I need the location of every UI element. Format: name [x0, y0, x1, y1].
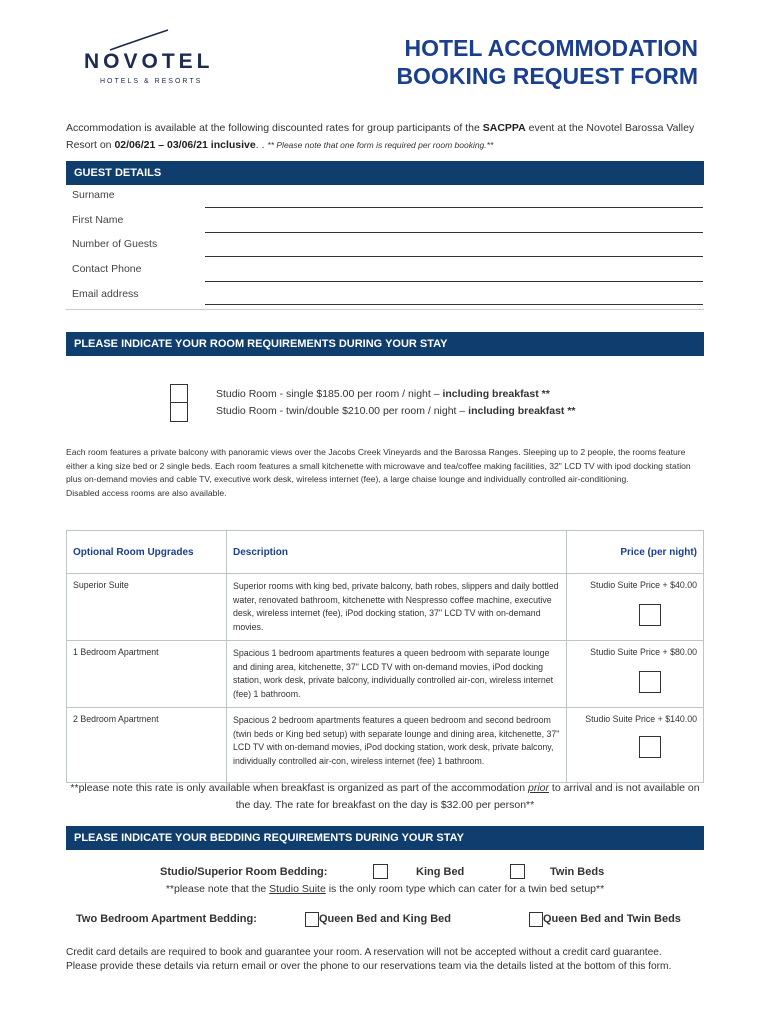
room-requirements-heading: PLEASE INDICATE YOUR ROOM REQUIREMENTS DURING YOUR STAY — [66, 332, 704, 356]
first-name-field[interactable] — [205, 232, 703, 233]
one-bedroom-apartment-checkbox[interactable] — [639, 671, 661, 693]
two-bedroom-apartment-checkbox[interactable] — [639, 736, 661, 758]
logo-brand: NOVOTEL — [84, 50, 214, 73]
guest-details-heading: GUEST DETAILS — [66, 161, 704, 185]
room-description: Each room features a private balcony with panoramic views over the Jacobs Creek Vineyards and the Barossa Ranges. Sleeping up to 2 people, the rooms feature either a king size bed or 2 single beds. Each room features a small kitchenette with microwave and tea/coffee making facilities, 32" LCD TV with ipod docking station plus on-demand movies and cable TV, executive work desk, wireless internet (fee), a large chaise lounge and individually controlled air-conditioning. Disabled access rooms are also available. — [66, 447, 691, 498]
studio-bedding-label: Studio/Superior Room Bedding: — [160, 866, 328, 878]
king-bed-checkbox[interactable] — [373, 864, 388, 879]
column-header-price: Price (per night) — [567, 531, 704, 574]
column-header-description: Description — [227, 531, 567, 574]
twin-bed-note: **please note that the Studio Suite is the only room type which can cater for a twin bed setup** — [165, 883, 605, 895]
upgrade-description: Superior rooms with king bed, private balcony, bath robes, slippers and daily bottled water, renovated bathroom, kitchenette with Nespresso coffee machine, executive desk, wireless internet (fee), iPod docking station, 37" LCD TV with on-demand movies. — [227, 574, 567, 641]
superior-suite-checkbox[interactable] — [639, 604, 661, 626]
email-address-label: Email address — [72, 288, 139, 300]
queen-king-label: Queen Bed and King Bed — [319, 913, 452, 925]
intro-note: ** Please note that one form is required per room booking.** — [267, 140, 494, 150]
twin-beds-checkbox[interactable] — [510, 864, 525, 879]
apartment-bedding-label: Two Bedroom Apartment Bedding: — [76, 913, 257, 925]
upgrade-description: Spacious 1 bedroom apartments features a queen bedroom with separate lounge and dining area, kitchenette, 37" LCD TV with on-demand movies, iPod docking station, work desk, private balcony, individually controlled air-con, wireless internet (fee) 1 bathroom. — [227, 641, 567, 708]
upgrade-price: Studio Suite Price + $140.00 — [585, 714, 697, 724]
upgrade-name: 1 Bedroom Apartment — [67, 641, 227, 708]
number-of-guests-label: Number of Guests — [72, 238, 158, 250]
credit-card-note: Credit card details are required to book and guarantee your room. A reservation will not be accepted without a credit card guarantee. Please provide these details via return email or over the phone to our reservations team via the details listed at the bottom of this form. — [66, 947, 672, 972]
contact-phone-label: Contact Phone — [72, 263, 142, 275]
studio-twin-checkbox[interactable] — [170, 402, 188, 422]
column-header-upgrades: Optional Room Upgrades — [67, 531, 227, 574]
surname-field[interactable] — [205, 207, 703, 208]
surname-label: Surname — [72, 189, 115, 201]
number-of-guests-field[interactable] — [205, 256, 703, 257]
upgrade-description: Spacious 2 bedroom apartments features a queen bedroom and second bedroom (twin beds or King bed setup) with separate lounge and dining area, kitchenette, 37" LCD TV with on-demand movies, iPod docking station, work desk, private balcony, individually controlled air-con, wireless internet (fee) 1 bathroom. — [227, 708, 567, 783]
table-row — [67, 641, 704, 708]
upgrade-price: Studio Suite Price + $80.00 — [590, 647, 697, 657]
guest-details-section — [66, 161, 704, 310]
studio-twin-option: Studio Room - twin/double $210.00 per room / night – including breakfast ** — [216, 405, 576, 417]
intro-paragraph: Accommodation is available at the following discounted rates for group participants of the SACPPA event at the Novotel Barossa Valley Resort on 02/06/21 – 03/06/21 inclusive. . ** Please note that one form is required per room booking.** — [66, 122, 695, 151]
king-bed-label: King Bed — [416, 866, 465, 878]
table-row — [67, 708, 704, 783]
novotel-swoosh-icon — [108, 28, 178, 52]
twin-beds-label: Twin Beds — [550, 866, 605, 878]
table-header-row — [67, 531, 704, 574]
queen-twin-label: Queen Bed and Twin Beds — [543, 913, 681, 925]
email-address-field[interactable] — [205, 304, 703, 305]
room-upgrades-table — [66, 530, 704, 783]
upgrade-name: 2 Bedroom Apartment — [67, 708, 227, 783]
breakfast-note: **please note this rate is only available when breakfast is organized as part of the accommodation prior to arrival and is not available on the day. The rate for breakfast on the day is $32.00 per person** — [70, 782, 700, 811]
table-row — [67, 574, 704, 641]
studio-single-option: Studio Room - single $185.00 per room / night – including breakfast ** — [216, 388, 550, 400]
upgrade-price: Studio Suite Price + $40.00 — [590, 580, 697, 590]
studio-single-checkbox[interactable] — [170, 384, 188, 404]
logo-subtitle: HOTELS & RESORTS — [100, 78, 203, 85]
first-name-label: First Name — [72, 214, 124, 226]
queen-twin-checkbox[interactable] — [529, 912, 543, 927]
bedding-requirements-heading: PLEASE INDICATE YOUR BEDDING REQUIREMENTS DURING YOUR STAY — [66, 826, 704, 850]
contact-phone-field[interactable] — [205, 281, 703, 282]
upgrade-name: Superior Suite — [67, 574, 227, 641]
queen-king-checkbox[interactable] — [305, 912, 319, 927]
form-title: HOTEL ACCOMMODATION BOOKING REQUEST FORM — [396, 35, 698, 89]
